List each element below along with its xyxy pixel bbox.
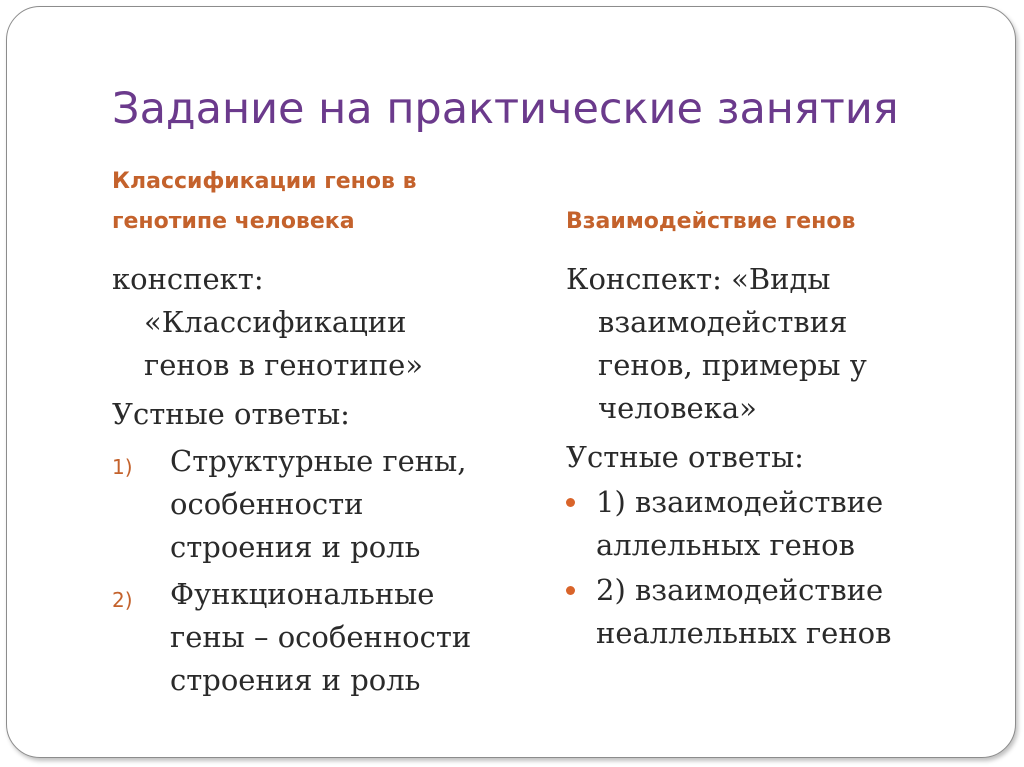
left-column-heading [112,162,492,242]
right-summary-line-4: человека» [598,391,757,425]
list-number-marker: 1) [112,455,133,479]
left-summary-line-1: конспект: [112,262,264,296]
left-item-1-line-1: Структурные гены, [170,444,467,478]
left-heading-line-2: генотипе человека [112,209,355,234]
left-heading-line-1: Классификации генов в [112,169,417,194]
slide-title: Задание на практические занятия [112,84,899,134]
left-list-item-1 [112,440,542,569]
left-summary-line-3: генов в генотипе» [144,348,423,382]
left-column-body [112,258,542,702]
left-oral-label: Устные ответы: [112,397,350,431]
right-summary-line-1: Конспект: «Виды [566,262,831,296]
left-item-1-line-2: особенности [170,487,364,521]
bullet-dot-icon [566,498,575,507]
right-list-item-2 [566,569,986,655]
left-item-2-line-3: строения и роль [170,663,421,697]
list-number-marker: 2) [112,588,133,612]
right-item-1-line-2: аллельных генов [596,528,855,562]
right-summary [566,258,986,430]
left-item-2-line-2: гены – особенности [170,620,472,654]
right-item-2-line-2: неаллельных генов [596,616,892,650]
left-summary-line-2: «Классификации [144,305,407,339]
right-summary-line-3: генов, примеры у [598,348,867,382]
left-item-1-line-3: строения и роль [170,530,421,564]
right-column-heading: Взаимодействие генов [566,209,856,234]
right-column-body [566,258,986,655]
right-item-2-line-1: 2) взаимодействие [596,573,884,607]
bullet-dot-icon [566,586,575,595]
left-summary [112,258,542,387]
left-list-item-2 [112,573,542,702]
right-summary-line-2: взаимодействия [598,305,848,339]
right-oral-label: Устные ответы: [566,440,804,474]
right-item-1-line-1: 1) взаимодействие [596,485,884,519]
right-list-item-1 [566,481,986,567]
left-item-2-line-1: Функциональные [170,577,435,611]
